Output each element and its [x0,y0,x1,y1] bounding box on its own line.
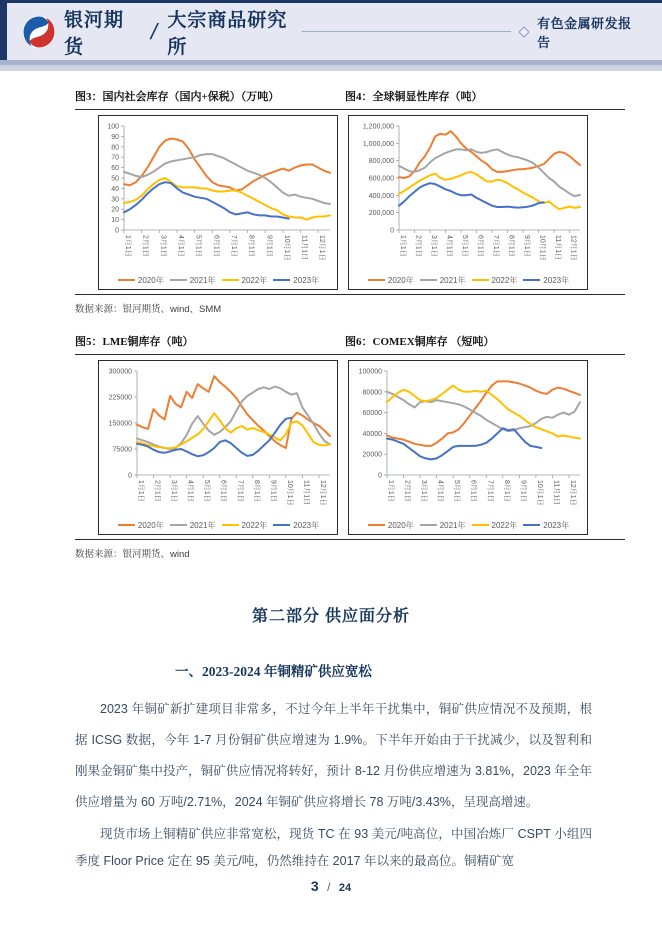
legend-label: 2022年 [491,520,518,530]
legend-item [222,520,268,531]
total-pages: 24 [338,882,352,894]
legend-line-swatch [420,524,437,527]
svg-text:60: 60 [111,165,119,173]
legend-label: 2020年 [387,520,414,530]
legend-label: 2020年 [137,520,164,530]
svg-text:8月1日: 8月1日 [502,480,510,502]
data-source-note: 数据来源：银河期货、wind [75,549,190,560]
legend-label: 2022年 [491,275,518,285]
chart-canvas [100,118,336,270]
svg-text:12月1日: 12月1日 [568,480,576,506]
legend-label: 2023年 [293,275,320,285]
svg-text:12月1日: 12月1日 [318,235,326,261]
svg-text:75000: 75000 [112,446,132,454]
svg-text:8月1日: 8月1日 [247,235,255,257]
svg-text:1月1日: 1月1日 [124,235,131,257]
svg-text:400,000: 400,000 [368,192,394,200]
svg-text:0: 0 [128,472,132,480]
svg-text:6月1日: 6月1日 [219,480,227,502]
legend-line-swatch [472,279,489,282]
legend-label: 2020年 [387,275,414,285]
header-right [302,13,642,51]
svg-text:10: 10 [111,217,119,225]
legend-line-swatch [523,524,540,527]
svg-text:225000: 225000 [108,394,132,402]
legend-item [420,520,466,531]
svg-text:90: 90 [111,133,119,141]
svg-text:3月1日: 3月1日 [170,480,178,502]
svg-text:300000: 300000 [108,368,132,376]
svg-text:100: 100 [107,123,119,131]
legend-item [472,520,518,531]
charts-row-1 [75,110,625,294]
chart-legend [350,518,587,532]
legend-item [273,520,319,531]
svg-text:12月1日: 12月1日 [318,480,326,506]
svg-text:9月1日: 9月1日 [523,235,531,257]
chart-legend [100,273,337,287]
chart-canvas [100,363,336,515]
figure6-title: 图6：COMEX铜库存 （短吨） [345,336,495,348]
figure-titles-row [75,85,625,109]
svg-text:5月1日: 5月1日 [461,235,469,257]
data-source-note: 数据来源：银河期货、wind、SMM [75,304,222,315]
svg-text:1,200,000: 1,200,000 [362,123,394,131]
legend-item [273,275,319,286]
svg-text:3月1日: 3月1日 [159,235,167,257]
svg-text:5月1日: 5月1日 [203,480,211,502]
legend-label: 2021年 [439,520,466,530]
figure-block-2 [75,330,625,567]
svg-text:100000: 100000 [358,368,382,376]
chart-global-visible-inventory [348,115,588,290]
page-number [0,878,662,896]
svg-text:1月1日: 1月1日 [399,235,406,257]
body-paragraph-2: 现货市场上铜精矿供应非常宽松，现货 TC 在 93 美元/吨高位，中国冶炼厂 CSPT 小组四季度 Floor Price 定在 95 美元/吨，仍然维持在 2017 年以来的最高位。铜精矿宽 [75,827,592,868]
svg-text:11月1日: 11月1日 [552,480,560,506]
legend-line-swatch [368,279,385,282]
legend-item [170,275,216,286]
svg-text:1,000,000: 1,000,000 [362,140,394,148]
svg-text:2月1日: 2月1日 [153,480,161,502]
legend-line-swatch [472,524,489,527]
svg-text:11月1日: 11月1日 [554,235,562,261]
figure3-title: 图3：国内社会库存（国内+保税）（万吨） [75,91,280,103]
svg-text:150000: 150000 [108,420,132,428]
legend-item [420,275,466,286]
chart-domestic-social-inventory [98,115,338,290]
legend-label: 2023年 [543,520,570,530]
figure5-title: 图5：LME铜库存（吨） [75,336,194,348]
svg-text:50: 50 [111,175,119,183]
legend-line-swatch [118,279,135,282]
svg-text:6月1日: 6月1日 [469,480,477,502]
legend-label: 2021年 [439,275,466,285]
legend-line-swatch [222,524,239,527]
legend-label: 2021年 [189,275,216,285]
svg-text:7月1日: 7月1日 [229,235,237,257]
svg-text:3月1日: 3月1日 [430,235,438,257]
figure-titles-row [75,330,625,354]
svg-text:10月1日: 10月1日 [535,480,543,506]
legend-item [472,275,518,286]
svg-text:9月1日: 9月1日 [269,480,277,502]
legend-label: 2022年 [241,520,268,530]
svg-text:7月1日: 7月1日 [236,480,244,502]
svg-text:600,000: 600,000 [368,175,394,183]
svg-text:800,000: 800,000 [368,158,394,166]
current-page: 3 [310,878,319,894]
legend-item [170,520,216,531]
legend-label: 2023年 [293,520,320,530]
svg-text:30: 30 [111,196,119,204]
legend-line-swatch [420,279,437,282]
svg-text:80: 80 [111,144,119,152]
figure4-title: 图4：全球铜显性库存（吨） [345,91,483,103]
legend-label: 2021年 [189,520,216,530]
svg-text:4月1日: 4月1日 [176,235,184,257]
header-accent-strip [0,60,662,71]
legend-line-swatch [368,524,385,527]
svg-text:9月1日: 9月1日 [519,480,527,502]
decorative-line [302,31,511,32]
chart-canvas [350,363,586,515]
chart-legend [100,518,337,532]
svg-text:2月1日: 2月1日 [403,480,411,502]
brand-divider: / [148,18,161,44]
svg-text:3月1日: 3月1日 [420,480,428,502]
chart-comex-copper-inventory [348,360,588,535]
legend-line-swatch [170,279,187,282]
svg-text:12月1日: 12月1日 [569,235,577,261]
svg-text:9月1日: 9月1日 [265,235,273,257]
svg-text:11月1日: 11月1日 [302,480,310,506]
chart-legend [350,273,587,287]
svg-text:40000: 40000 [362,430,382,438]
svg-text:1月1日: 1月1日 [387,480,394,502]
legend-line-swatch [273,524,290,527]
svg-text:2月1日: 2月1日 [414,235,422,257]
svg-text:60000: 60000 [362,410,382,418]
svg-text:10月1日: 10月1日 [285,480,293,506]
legend-item [118,520,164,531]
legend-item [523,520,569,531]
legend-line-swatch [118,524,135,527]
legend-item [368,275,414,286]
svg-text:5月1日: 5月1日 [453,480,461,502]
svg-text:0: 0 [390,227,394,235]
legend-label: 2023年 [543,275,570,285]
svg-text:20: 20 [111,206,119,214]
page-header [0,3,662,60]
svg-text:4月1日: 4月1日 [445,235,453,257]
svg-text:7月1日: 7月1日 [486,480,494,502]
section-subtitle: 一、2023-2024 年铜精矿供应宽松 [175,664,372,679]
legend-label: 2020年 [137,275,164,285]
corner-accent [0,3,7,60]
legend-line-swatch [222,279,239,282]
svg-text:6月1日: 6月1日 [476,235,484,257]
svg-text:2月1日: 2月1日 [141,235,149,257]
svg-text:200,000: 200,000 [368,210,394,218]
svg-text:7月1日: 7月1日 [492,235,500,257]
brand [22,5,302,59]
report-type-label: 有色金属研发报告 [537,15,632,50]
svg-text:1月1日: 1月1日 [137,480,144,502]
svg-text:40: 40 [111,185,119,193]
legend-label: 2022年 [241,275,268,285]
svg-text:70: 70 [111,154,119,162]
charts-row-2 [75,355,625,539]
svg-text:8月1日: 8月1日 [252,480,260,502]
diamond-icon [519,26,530,37]
body-paragraph-1: 2023 年铜矿新扩建项目非常多，不过今年上半年干扰集中，铜矿供应情况不及预期，根据 ICSG 数据，今年 1-7 月份铜矿供应增速为 1.9%。下半年开始由于干扰减少，以及智利和刚果金铜矿集中投产，铜矿供应情况将转好，预计 8-12 月份供应增速为 3.81%，2023 年全年供应增量为 60 万吨/2.71%，2024 年铜矿供应将增长 78 万吨/3.43%，呈现高增速。 [75,702,592,809]
legend-item [222,275,268,286]
figure-block-1 [75,85,625,322]
svg-text:20000: 20000 [362,451,382,459]
galaxy-logo-icon [22,15,56,49]
svg-text:6月1日: 6月1日 [212,235,220,257]
svg-text:4月1日: 4月1日 [186,480,194,502]
chart-lme-copper-inventory [98,360,338,535]
legend-line-swatch [273,279,290,282]
legend-item [368,520,414,531]
svg-text:0: 0 [378,472,382,480]
svg-text:0: 0 [115,227,119,235]
legend-line-swatch [523,279,540,282]
brand-name: 银河期货 [64,9,125,58]
page-separator: / [327,880,331,894]
svg-text:11月1日: 11月1日 [300,235,308,261]
legend-item [523,275,569,286]
chart-canvas [350,118,586,270]
svg-text:10月1日: 10月1日 [282,235,290,261]
org-name: 大宗商品研究所 [167,9,288,58]
svg-text:5月1日: 5月1日 [194,235,202,257]
section-title: 第二部分 供应面分析 [251,608,410,625]
legend-item [118,275,164,286]
svg-text:8月1日: 8月1日 [507,235,515,257]
legend-line-swatch [170,524,187,527]
svg-text:10月1日: 10月1日 [538,235,546,261]
svg-text:4月1日: 4月1日 [436,480,444,502]
svg-text:80000: 80000 [362,389,382,397]
